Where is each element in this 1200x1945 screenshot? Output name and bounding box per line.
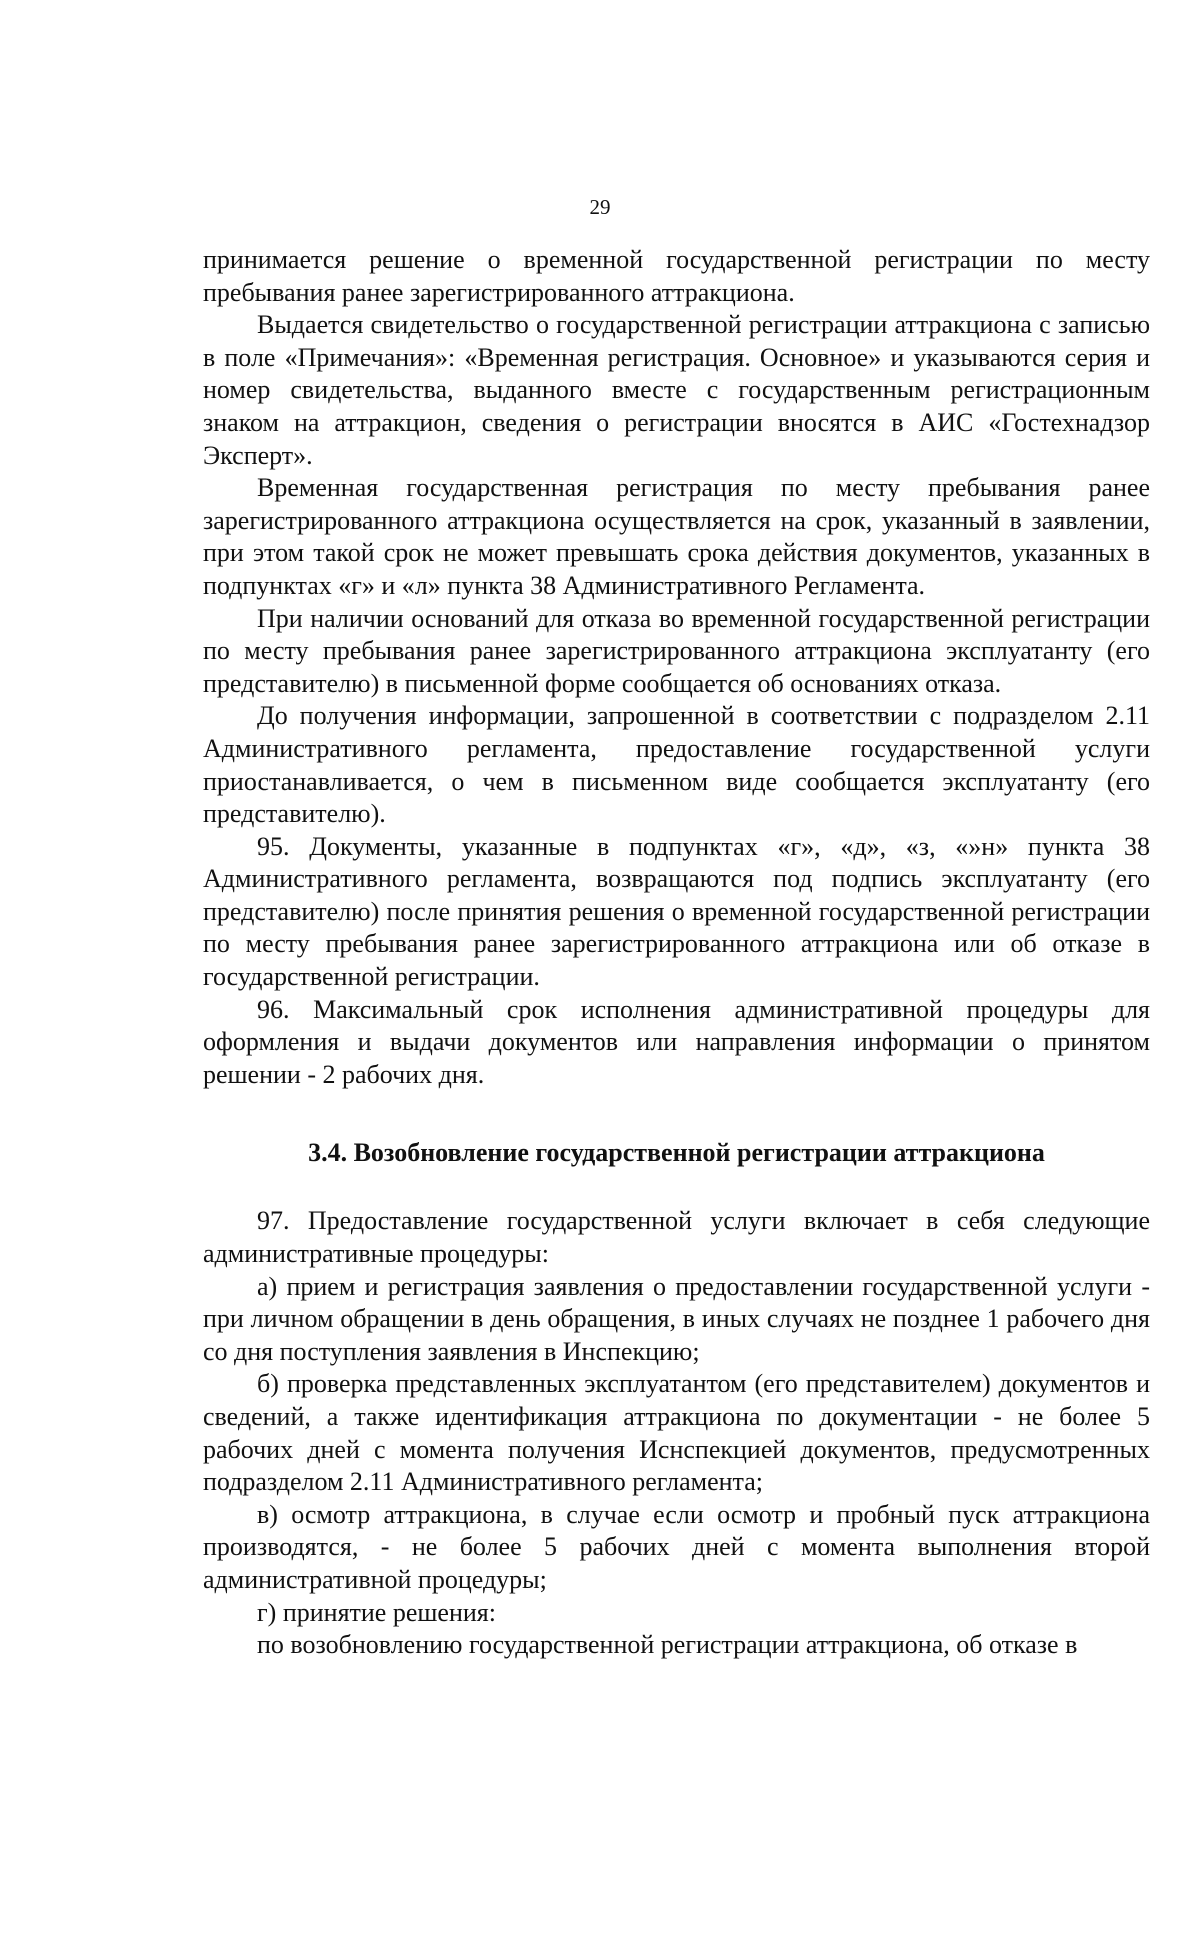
paragraph-97: 97. Предоставление государственной услуги включает в себя следующие административные процедуры: — [203, 1206, 1150, 1269]
document-body — [203, 244, 1150, 1662]
paragraph-96: 96. Максимальный срок исполнения административной процедуры для оформления и выдачи документов или направления информации о принятом решении - 2 рабочих дня. — [203, 994, 1150, 1089]
page-number: 29 — [589, 195, 611, 219]
paragraph-certificate: Выдается свидетельство о государственной регистрации аттракциона с записью в поле «Примечания»: «Временная регистрация. Основное» и указываются серия и номер свидетельства, выданного вместе с государственным регистрационным знаком на аттракцион, сведения о регистрации вносятся в АИС «Гостехнадзор Эксперт». — [203, 310, 1150, 470]
list-item-b: б) проверка представленных эксплуатантом (его представителем) документов и сведений, а также идентификация аттракциона по документации - не более 5 рабочих дней с момента получения Иснспекцией документов, предусмотренных подразделом 2.11 Административного регламента; — [203, 1369, 1150, 1497]
paragraph-temporary-term: Временная государственная регистрация по месту пребывания ранее зарегистрированного аттракциона осуществляется на срок, указанный в заявлении, при этом такой срок не может превышать срока действия документов, указанных в подпунктах «г» и «л» пункта 38 Административного Регламента. — [203, 473, 1150, 600]
paragraph-continuation: принимается решение о временной государственной регистрации по месту пребывания ранее зарегистрированного аттракциона. — [203, 245, 1150, 307]
paragraph-decision-start: по возобновлению государственной регистрации аттракциона, об отказе в — [257, 1630, 1078, 1660]
list-item-a: а) прием и регистрация заявления о предоставлении государственной услуги - при личном обращении в день обращения, в иных случаях не позднее 1 рабочего дня со дня поступления заявления в Инспекцию; — [203, 1271, 1150, 1366]
paragraph-suspension: До получения информации, запрошенной в соответствии с подразделом 2.11 Административного регламента, предоставление государственной услуги приостанавливается, о чем в письменном виде сообщается эксплуатанту (его представителю). — [203, 701, 1150, 829]
list-item-g: г) принятие решения: — [257, 1597, 496, 1627]
section-heading: 3.4. Возобновление государственной регистрации аттракциона — [308, 1138, 1045, 1168]
paragraph-refusal-grounds: При наличии оснований для отказа во временной государственной регистрации по месту пребывания ранее зарегистрированного аттракциона эксплуатанту (его представителю) в письменной форме сообщается об основаниях отказа. — [203, 603, 1150, 698]
list-item-v: в) осмотр аттракциона, в случае если осмотр и пробный пуск аттракциона производятся, - не более 5 рабочих дней с момента выполнения второй административной процедуры; — [203, 1499, 1150, 1594]
paragraph-95: 95. Документы, указанные в подпунктах «г», «д», «з, «»н» пункта 38 Административного регламента, возвращаются под подпись эксплуатанту (его представителю) после принятия решения о временной государственной регистрации по месту пребывания ранее зарегистрированного аттракциона или об отказе в государственной регистрации. — [203, 831, 1150, 992]
